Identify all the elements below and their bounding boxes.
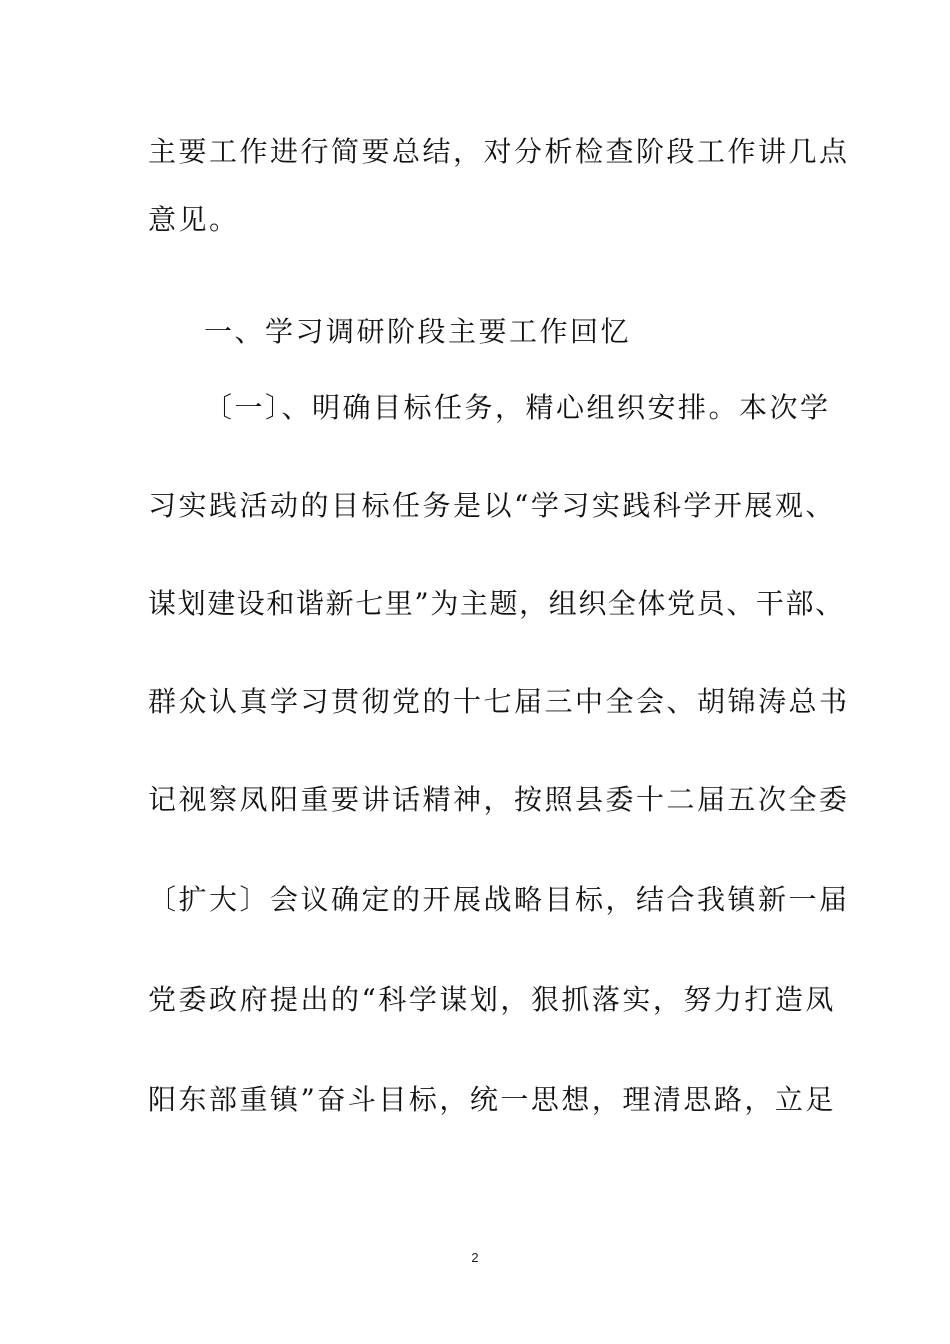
- body-text-line: 记视察凤阳重要讲话精神，按照县委十二届五次全委: [148, 783, 850, 816]
- body-text-line: 谋划建设和谐新七里”为主题，组织全体党员、干部、: [148, 587, 845, 620]
- body-text-line: 群众认真学习贯彻党的十七届三中全会、胡锦涛总书: [148, 685, 850, 718]
- body-text-line: 阳东部重镇”奋斗目标，统一思想，理清思路，立足: [148, 1083, 836, 1116]
- paragraph-start-line: 〔一〕、明确目标任务，精心组织安排。本次学: [204, 391, 831, 424]
- body-text-line: 主要工作进行简要总结，对分析检查阶段工作讲几点: [148, 135, 850, 168]
- page-number: 2: [471, 1250, 479, 1265]
- body-text-line: 习实践活动的目标任务是以“学习实践科学开展观、: [148, 489, 836, 522]
- body-text-line: 〔扩大〕会议确定的开展战略目标，结合我镇新一届: [148, 883, 850, 916]
- body-text-line: 意见。: [148, 203, 240, 236]
- body-text-line: 党委政府提出的“科学谋划，狠抓落实，努力打造凤: [148, 983, 836, 1016]
- section-heading: 一、学习调研阶段主要工作回忆: [204, 315, 632, 348]
